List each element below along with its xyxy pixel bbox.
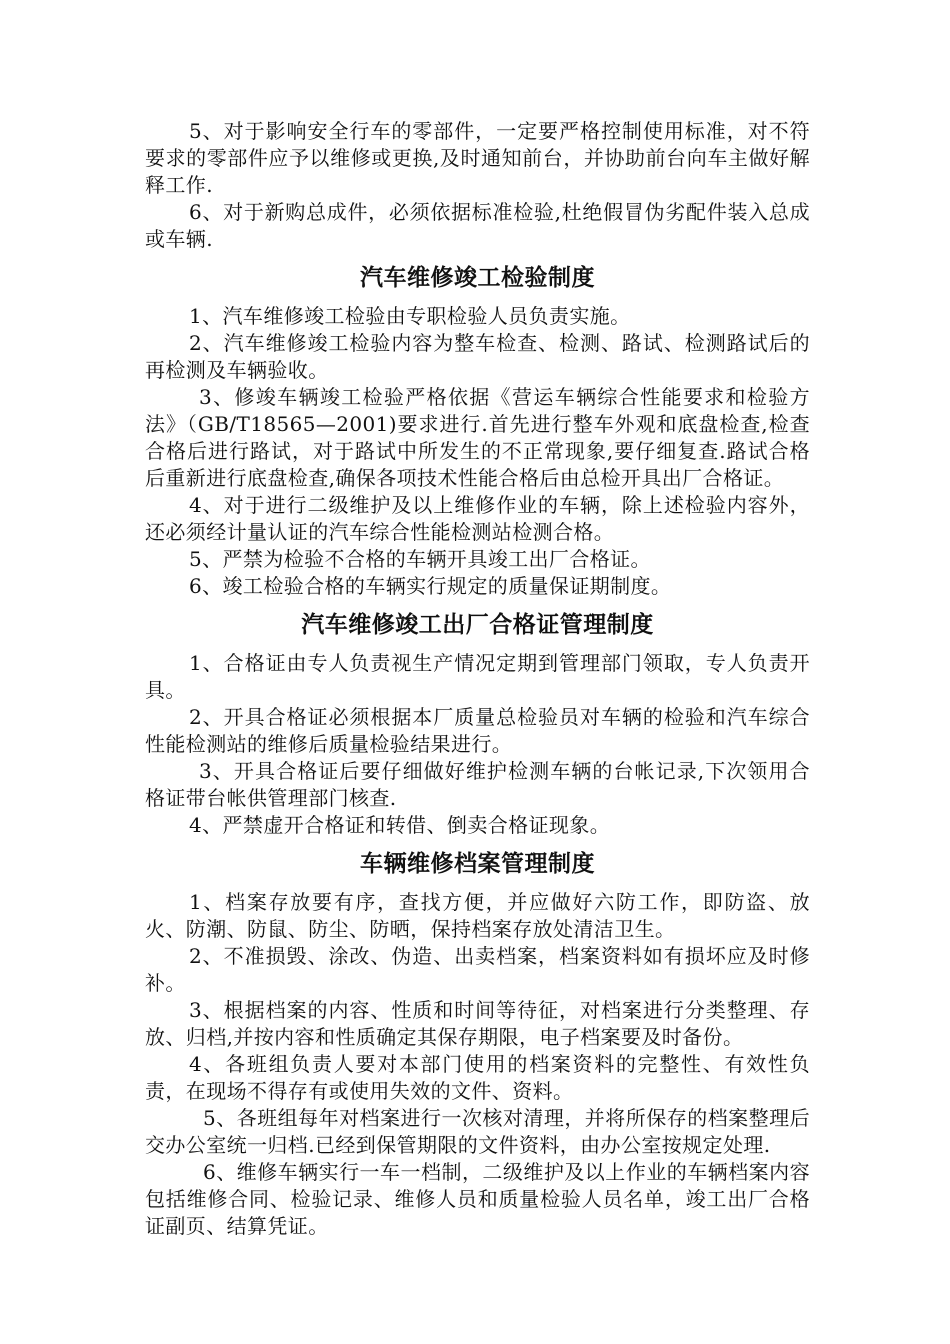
paragraph: 5、严禁为检验不合格的车辆开具竣工出厂合格证。 <box>189 547 651 571</box>
document-body <box>145 118 810 1240</box>
paragraph: 1、合格证由专人负责视生产情况定期到管理部门领取，专人负责开具。 <box>145 651 810 702</box>
paragraph: 3、开具合格证后要仔细做好维护检测车辆的台帐记录,下次领用合格证带台帐供管理部门核查. <box>145 759 810 810</box>
paragraph: 3、修竣车辆竣工检验严格依据《营运车辆综合性能要求和检验方法》（GB/T18565—2001)要求进行.首先进行整车外观和底盘检查,检查合格后进行路试，对于路试中所发生的不正常现象,要仔细复查.路试合格后重新进行底盘检查,确保各项技术性能合格后由总检开具出厂合格证。 <box>145 385 810 490</box>
paragraph: 6、维修车辆实行一车一档制，二级维护及以上作业的车辆档案内容包括维修合同、检验记录、维修人员和质量检验人员名单，竣工出厂合格证副页、结算凭证。 <box>145 1160 810 1238</box>
paragraph: 2、开具合格证必须根据本厂质量总检验员对车辆的检验和汽车综合性能检测站的维修后质量检验结果进行。 <box>145 705 810 756</box>
paragraph: 1、档案存放要有序，查找方便，并应做好六防工作，即防盗、放火、防潮、防鼠、防尘、防晒，保持档案存放处清洁卫生。 <box>145 890 810 941</box>
paragraph: 4、严禁虚开合格证和转借、倒卖合格证现象。 <box>189 813 611 837</box>
paragraph: 6、对于新购总成件，必须依据标准检验,杜绝假冒伪劣配件装入总成或车辆. <box>145 200 810 251</box>
archive-management-section <box>145 847 810 1240</box>
paragraph: 3、根据档案的内容、性质和时间等待征，对档案进行分类整理、存放、归档,并按内容和性质确定其保存期限，电子档案要及时备份。 <box>145 998 810 1049</box>
section-heading: 汽车维修竣工检验制度 <box>360 265 595 291</box>
section-heading: 车辆维修档案管理制度 <box>360 851 595 877</box>
paragraph: 1、汽车维修竣工检验由专职检验人员负责实施。 <box>189 304 631 328</box>
paragraph: 2、汽车维修竣工检验内容为整车检查、检测、路试、检测路试后的再检测及车辆验收。 <box>145 331 810 382</box>
paragraph: 5、对于影响安全行车的零部件，一定要严格控制使用标准，对不符要求的零部件应予以维修或更换,及时通知前台，并协助前台向车主做好解释工作. <box>145 119 810 197</box>
intro-section <box>145 118 810 253</box>
paragraph: 4、各班组负责人要对本部门使用的档案资料的完整性、有效性负责，在现场不得存有或使用失效的文件、资料。 <box>145 1052 810 1103</box>
paragraph: 4、对于进行二级维护及以上维修作业的车辆，除上述检验内容外，还必须经计量认证的汽车综合性能检测站检测合格。 <box>145 493 810 544</box>
paragraph: 2、不准损毁、涂改、伪造、出卖档案，档案资料如有损坏应及时修补。 <box>145 944 810 995</box>
paragraph: 6、竣工检验合格的车辆实行规定的质量保证期制度。 <box>189 574 672 598</box>
section-heading: 汽车维修竣工出厂合格证管理制度 <box>301 612 654 638</box>
certificate-management-section <box>145 608 810 839</box>
paragraph: 5、各班组每年对档案进行一次核对清理，并将所保存的档案整理后交办公室统一归档.已经到保管期限的文件资料，由办公室按规定处理. <box>145 1106 810 1157</box>
completion-inspection-section <box>145 261 810 600</box>
